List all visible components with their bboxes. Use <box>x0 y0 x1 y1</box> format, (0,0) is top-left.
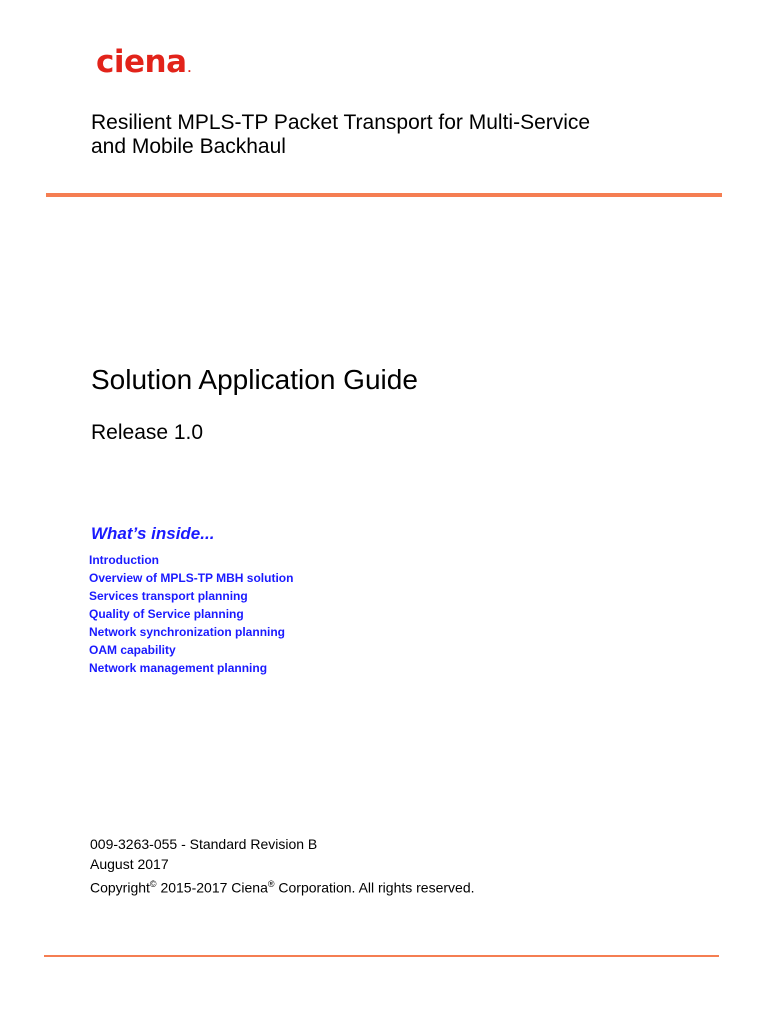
subtitle-line-2: and Mobile Backhaul <box>91 135 286 158</box>
copyright-prefix: Copyright <box>90 879 150 896</box>
release-label: Release 1.0 <box>91 421 204 444</box>
document-subtitle <box>91 111 691 159</box>
toc-link-network-management[interactable]: Network management planning <box>89 661 268 675</box>
top-divider <box>46 193 722 197</box>
copyright-notice <box>90 874 475 898</box>
bottom-divider <box>44 955 719 957</box>
contents-list <box>89 551 293 677</box>
subtitle-line-1: Resilient MPLS-TP Packet Transport for Multi-Service <box>91 111 591 134</box>
whats-inside-heading: What’s inside... <box>91 524 215 543</box>
ciena-logo <box>96 44 191 80</box>
toc-link-network-synchronization[interactable]: Network synchronization planning <box>89 625 286 639</box>
toc-link-quality-of-service[interactable]: Quality of Service planning <box>89 607 244 621</box>
doc-number: 009-3263-055 - Standard Revision B <box>90 836 318 852</box>
document-info <box>90 834 475 898</box>
publication-date: August 2017 <box>90 856 169 872</box>
toc-link-services-transport[interactable]: Services transport planning <box>89 589 248 603</box>
copyright-years: 2015-2017 Ciena <box>156 879 268 896</box>
toc-link-introduction[interactable]: Introduction <box>89 553 159 567</box>
logo-text: ciena <box>96 44 187 80</box>
registered-symbol: ® <box>267 879 275 889</box>
toc-link-overview[interactable]: Overview of MPLS-TP MBH solution <box>89 571 294 585</box>
logo-dot: . <box>187 64 191 75</box>
copyright-suffix: Corporation. All rights reserved. <box>274 879 475 896</box>
toc-link-oam-capability[interactable]: OAM capability <box>89 643 176 657</box>
copyright-symbol: © <box>149 879 157 889</box>
page-title: Solution Application Guide <box>91 364 418 395</box>
